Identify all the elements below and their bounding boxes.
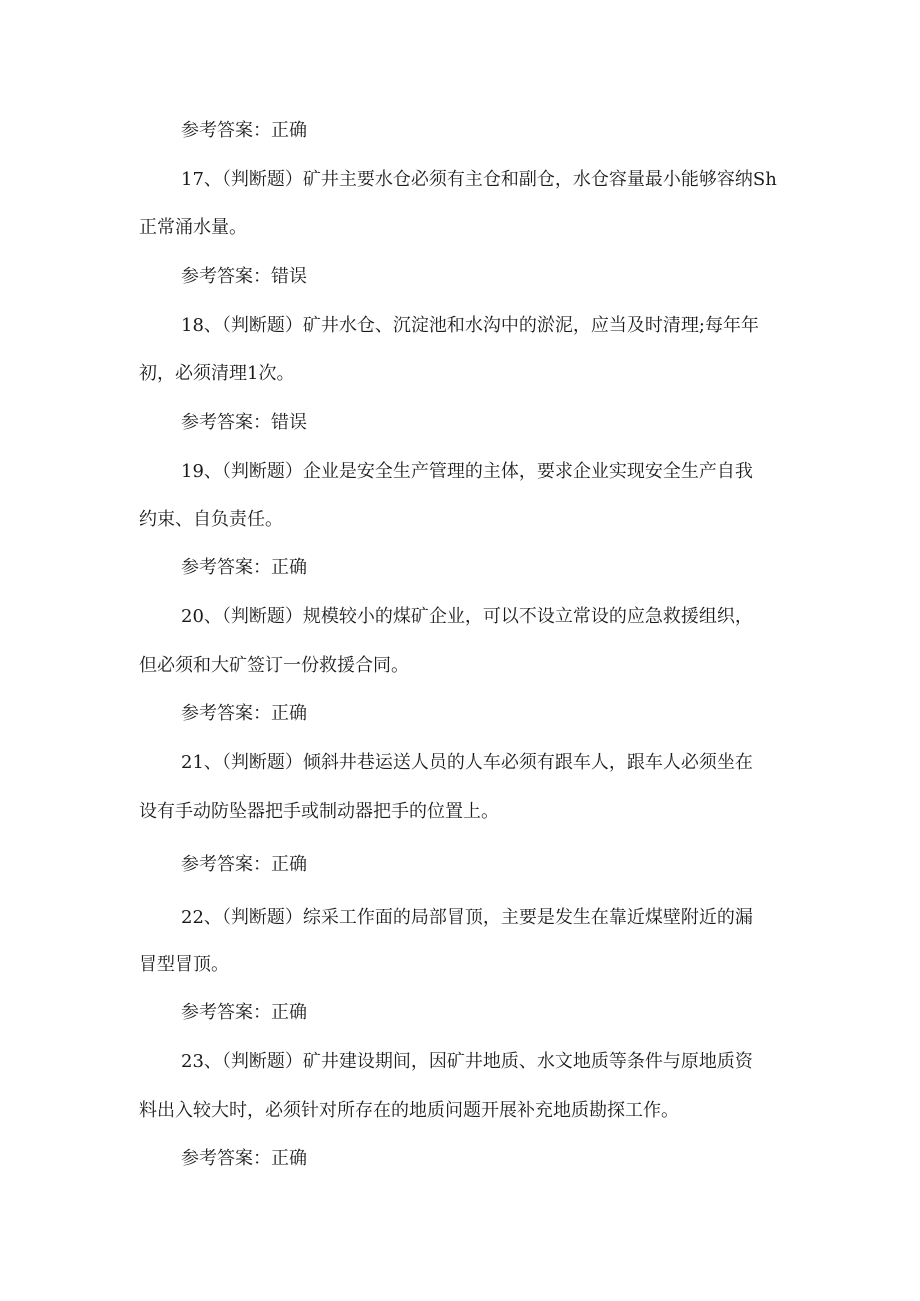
question-19-line2: 约束、自负责任。	[139, 509, 283, 530]
answer-23: 参考答案：正确	[181, 1148, 307, 1169]
question-20-line2: 但必须和大矿签订一份救援合同。	[139, 655, 409, 676]
answer-17: 参考答案：错误	[181, 266, 307, 287]
answer-line: 参考答案：正确	[181, 120, 307, 141]
question-21-line1: 21、（判断题）倾斜井巷运送人员的人车必须有跟车人，跟车人必须坐在	[181, 752, 753, 773]
question-17-line1: 17、（判断题）矿井主要水仓必须有主仓和副仓，水仓容量最小能够容纳Sh	[181, 169, 777, 190]
question-23-line1: 23、（判断题）矿井建设期间，因矿井地质、水文地质等条件与原地质资	[181, 1051, 753, 1072]
question-22-line2: 冒型冒顶。	[139, 954, 229, 975]
question-18-line2: 初，必须清理1次。	[139, 363, 295, 384]
answer-18: 参考答案：错误	[181, 412, 307, 433]
answer-21: 参考答案：正确	[181, 854, 307, 875]
question-22-line1: 22、（判断题）综采工作面的局部冒顶，主要是发生在靠近煤壁附近的漏	[181, 907, 753, 928]
question-18-line1: 18、（判断题）矿井水仓、沉淀池和水沟中的淤泥，应当及时清理;每年年	[181, 315, 759, 336]
question-19-line1: 19、（判断题）企业是安全生产管理的主体，要求企业实现安全生产自我	[181, 461, 753, 482]
answer-19: 参考答案：正确	[181, 557, 307, 578]
answer-22: 参考答案：正确	[181, 1002, 307, 1023]
question-21-line2: 设有手动防坠器把手或制动器把手的位置上。	[139, 801, 499, 822]
question-20-line1: 20、（判断题）规模较小的煤矿企业，可以不设立常设的应急救援组织，	[181, 606, 753, 627]
question-23-line2: 料出入较大时，必须针对所存在的地质问题开展补充地质勘探工作。	[139, 1100, 679, 1121]
question-17-line2: 正常涌水量。	[139, 217, 247, 238]
answer-20: 参考答案：正确	[181, 703, 307, 724]
